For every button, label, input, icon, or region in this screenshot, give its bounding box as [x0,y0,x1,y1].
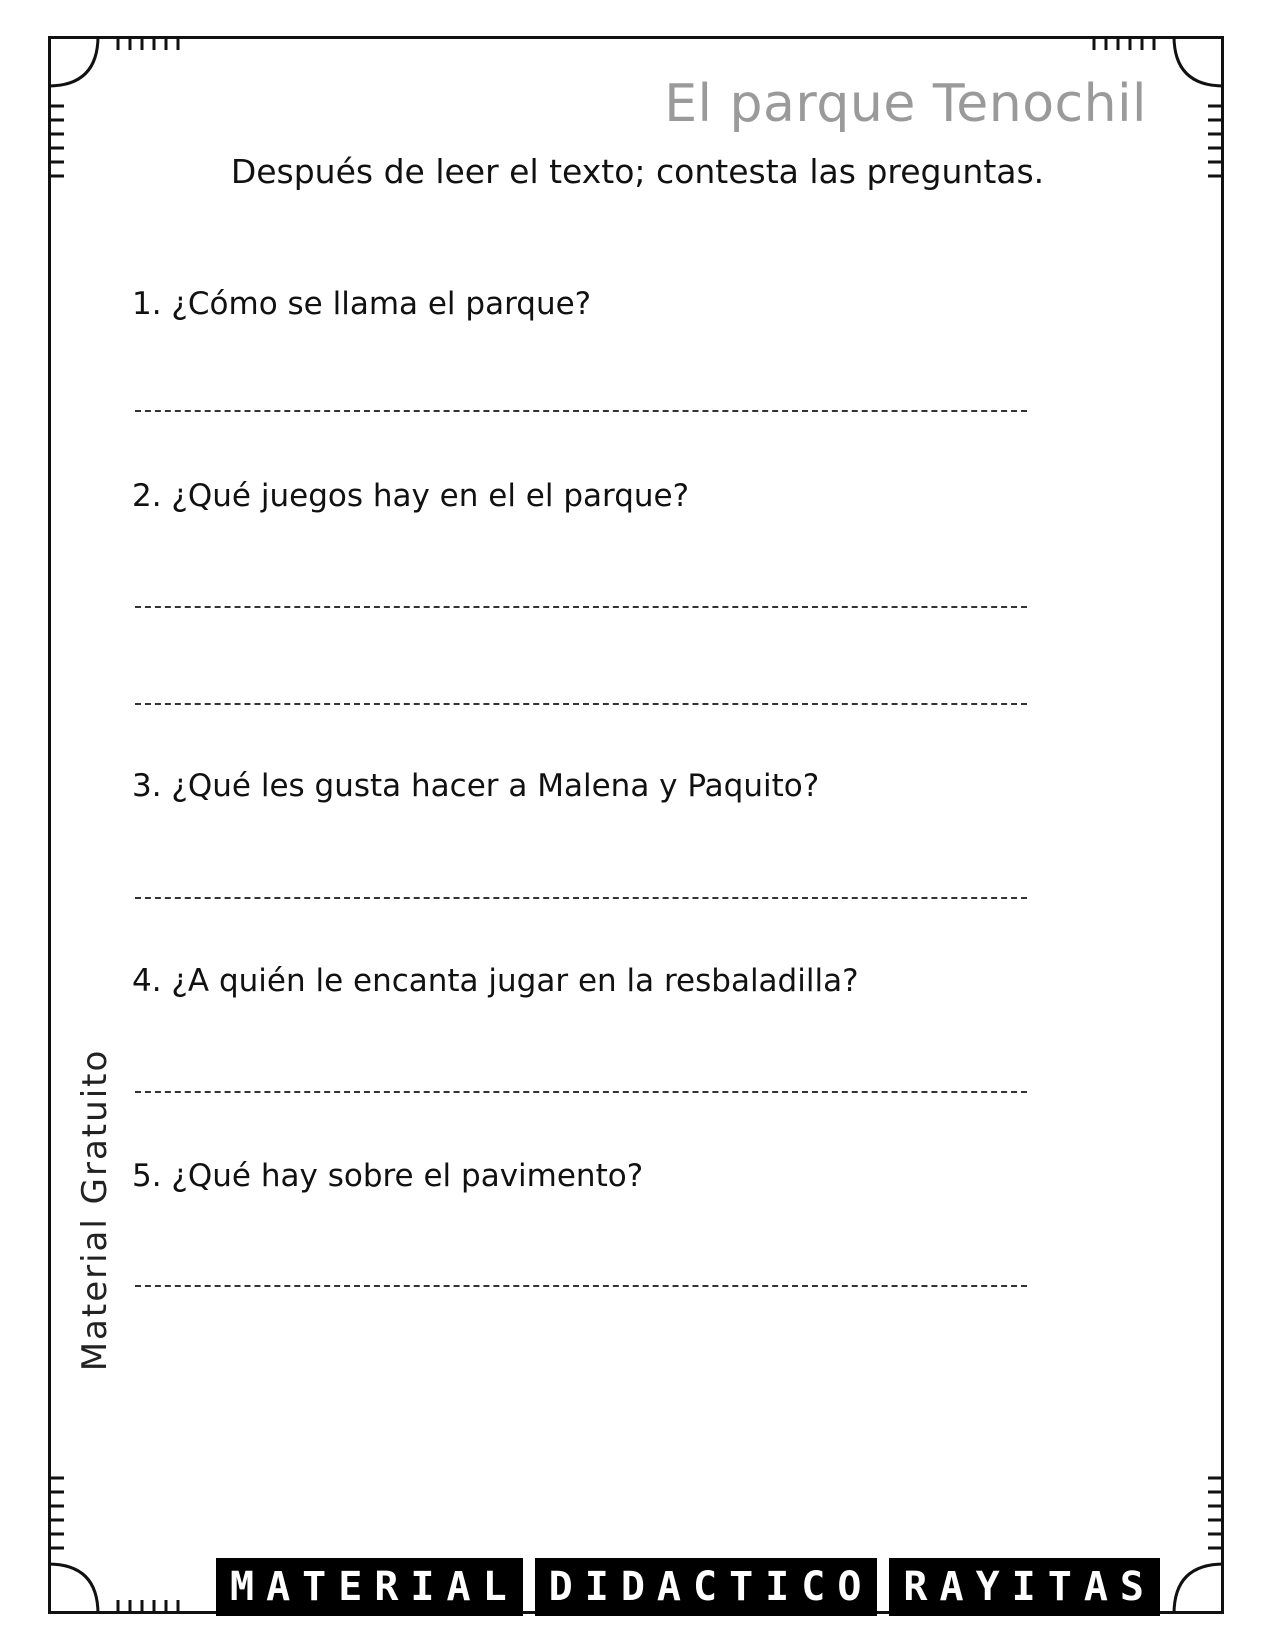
footer-banner [216,1558,1160,1616]
answer-line-2a[interactable] [135,606,1027,608]
answer-line-1[interactable] [135,410,1027,412]
corner-arc-bottom-right [1174,1564,1224,1614]
worksheet-title: El parque Tenochil [664,74,1147,134]
answer-line-5[interactable] [135,1285,1027,1287]
question-4: 4. ¿A quién le encanta jugar en la resbaladilla? [132,963,859,999]
corner-arc-top-left [48,36,98,86]
question-3: 3. ¿Qué les gusta hacer a Malena y Paquito? [132,768,820,804]
corner-arc-top-right [1174,36,1224,86]
footer-word-rayitas: RAYITAS [889,1558,1160,1616]
question-5: 5. ¿Qué hay sobre el pavimento? [132,1158,644,1194]
footer-word-material: MATERIAL [216,1558,523,1616]
side-label-free-material: Material Gratuito [75,1048,115,1372]
answer-line-3[interactable] [135,897,1027,899]
instructions: Después de leer el texto; contesta las preguntas. [230,152,1045,191]
question-1: 1. ¿Cómo se llama el parque? [132,286,592,322]
footer-word-didactico: DIDACTICO [535,1558,878,1616]
question-2: 2. ¿Qué juegos hay en el el parque? [132,478,690,514]
answer-line-4[interactable] [135,1091,1027,1093]
corner-arc-bottom-left [48,1564,98,1614]
answer-line-2b[interactable] [135,703,1027,705]
